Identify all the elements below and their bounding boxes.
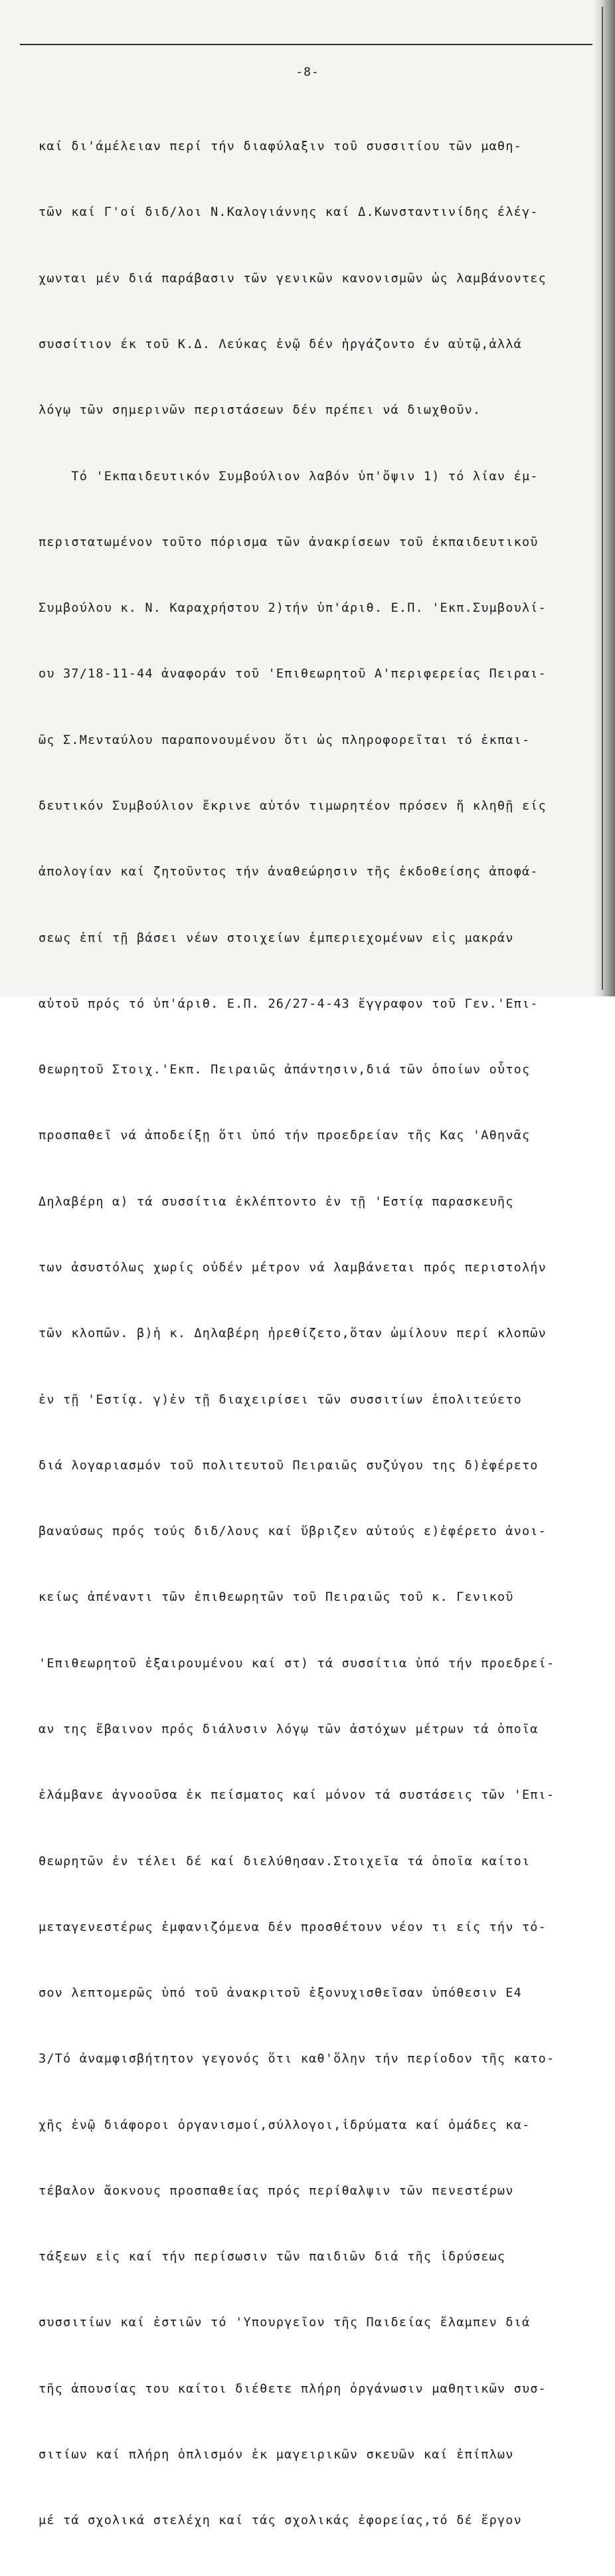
text-line: χῆς ἐνῷ διάφοροι ὀργανισμοί,σύλλογοι,ἱδρύματα καί ὁμάδες κα-: [39, 2118, 531, 2132]
text-line: 3/Τό ἀναμφισβήτητον γεγονός ὅτι καθ'ὅλην τήν περίοδον τῆς κατο-: [39, 2052, 555, 2067]
text-line: ἀπολογίαν καί ζητοῦντος τήν ἀναθεώρησιν τῆς ἐκδοθείσης ἀποφά-: [39, 865, 539, 879]
text-line: συσσίτιον έκ τοῦ Κ.Δ. Λεύκας ἐνῷ δέν ἠργάζοντο έν αὐτῷ,ἀλλά: [39, 337, 522, 352]
text-line: τῆς ἀπουσίας του καίτοι διέθετε πλήρη ὀργάνωσιν μαθητικῶν συσ-: [39, 2381, 547, 2396]
text-line: Δηλαβέρη α) τά συσσίτια ἐκλέπτοντο ἐν τῇ 'Εστίᾳ παρασκευῆς: [39, 1194, 514, 1209]
text-line: τάξεων εἰς καί τήν περίσωσιν τῶν παιδιῶν διά τῆς ἱδρύσεως: [39, 2250, 506, 2264]
text-line: ῶς Σ.Μενταύλου παραπονουμένου ὅτι ὡς πληροφορεῖται τό ἐκπαι-: [39, 733, 531, 747]
text-line: αν της ἔβαινον πρός διάλυσιν λόγῳ τῶν ἀστόχων μέτρων τά ὁποῖα: [39, 1722, 539, 1736]
text-line: προσπαθεῖ νά ἀποδείξῃ ὅτι ὑπό τήν προεδρείαν τῆς Κας 'Αθηνᾶς: [39, 1129, 531, 1143]
margin-bleedthrough: [3, 199, 12, 864]
text-line: μέ τά σχολικά στελέχη καί τάς σχολικάς ἐφορείας,τό δέ ἔργον: [39, 2514, 522, 2528]
text-line: σεως ἐπί τῇ βάσει νέων στοιχείων ἐμπεριεχομένων εἰς μακράν: [39, 931, 514, 945]
text-line: τῶν κλοπῶν. β)ἡ κ. Δηλαβέρη ἠρεθίζετο,ὅταν ὡμίλουν περί κλοπῶν: [39, 1327, 547, 1341]
text-line: θεωρητοῦ Στοιχ.'Εκπ. Πειραιῶς ἀπάντησιν,διά τῶν ὁποίων οὗτος: [39, 1063, 531, 1077]
text-line: Τό 'Εκπαιδευτικόν Συμβούλιον λαβόν ὑπ'ὄψιν 1) τό λίαν έμ-: [39, 469, 539, 484]
page-number: -8-: [296, 65, 319, 79]
text-line: ἐλάμβανε ἀγνοοῦσα ἐκ πείσματος καί μόνον τά συστάσεις τῶν 'Επι-: [39, 1788, 555, 1803]
binding-edge: [602, 7, 603, 990]
text-line: τέβαλον ἄοκνους προσπαθείας πρός περίθαλψιν τῶν πενεστέρων: [39, 2183, 514, 2198]
text-line: δευτικόν Συμβούλιον ἔκρινε αὐτόν τιμωρητέον πρόσεν ἤ κληθῇ είς: [39, 799, 547, 813]
typewritten-body: [39, 92, 590, 2576]
text-line: σον λεπτομερῶς ὑπό τοῦ ἀνακριτοῦ ἐξονυχισθεῖσαν ὑπόθεσιν Ε4: [39, 1986, 522, 2001]
text-line: περιστατωμένον τοῦτο πόρισμα τῶν ἀνακρίσεων τοῦ ἐκπαιδευτικοῦ: [39, 535, 539, 549]
text-line: βαναύσως πρός τούς διδ/λους καί ὕβριζεν αὐτούς ε)ἐφέρετο ἀνοι-: [39, 1524, 547, 1539]
text-line: ου 37/18-11-44 ἀναφοράν τοῦ 'Επιθεωρητοῦ Α'περιφερείας Πειραι-: [39, 667, 547, 682]
text-line: 'Επιθεωρητοῦ ἐξαιρουμένου καί στ) τά συσσίτια ὑπό τήν προεδρεί-: [39, 1656, 555, 1671]
text-line: Συμβούλου κ. Ν. Καραχρήστου 2)τήν ὑπ'άριθ. Ε.Π. 'Εκπ.Συμβουλί-: [39, 601, 547, 616]
text-line: κείως ἀπέναντι τῶν ἐπιθεωρητῶν τοῦ Πειραιῶς τοῦ κ. Γενικοῦ: [39, 1590, 514, 1605]
text-line: χωνται μέν διά παράβασιν τῶν γενικῶν κανονισμῶν ὡς λαμβάνοντες: [39, 271, 547, 286]
text-line: αὐτοῦ πρός τό ὑπ'άριθ. Ε.Π. 26/27-4-43 ἔγγραφον τοῦ Γεν.'Επι-: [39, 996, 539, 1011]
text-line: συσσιτίων καί ἐστιῶν τό 'Υπουργεῖον τῆς Παιδείας ἔλαμπεν διά: [39, 2316, 531, 2330]
text-line: τῶν καί Γ'οί διδ/λοι Ν.Καλογιάννης καί Δ.Κωνσταντινίδης έλέγ-: [39, 205, 539, 220]
text-line: διά λογαριασμόν τοῦ πολιτευτοῦ Πειραιῶς συζύγου της δ)ἐφέρετο: [39, 1458, 539, 1473]
text-line: θεωρητῶν ἐν τέλει δέ καί διελύθησαν.Στοιχεῖα τά ὁποῖα καίτοι: [39, 1854, 531, 1869]
text-line: μεταγενεστέρως ἐμφανιζόμενα δέν προσθέτουν νέον τι είς τήν τό-: [39, 1920, 547, 1934]
text-line: καί δι'άμέλειαν περί τήν διαφύλαξιν τοῦ συσσιτίου τῶν μαθη-: [39, 139, 522, 154]
text-line: λόγῳ τῶν σημερινῶν περιστάσεων δέν πρέπει νά διωχθοῦν.: [39, 403, 482, 418]
top-rule: [20, 44, 596, 45]
text-line: των ἀσυστόλως χωρίς οὐδέν μέτρον νά λαμβάνεται πρός περιστολήν: [39, 1260, 547, 1275]
text-line: σιτίων καί πλήρη ὁπλισμόν ἐκ μαγειρικῶν σκευῶν καί ἐπίπλων: [39, 2448, 514, 2462]
binding-shadow: [592, 0, 615, 996]
text-line: ἐν τῇ 'Εστίᾳ. γ)ἐν τῇ διαχειρίσει τῶν συσσιτίων ἐπολιτεύετο: [39, 1392, 522, 1407]
